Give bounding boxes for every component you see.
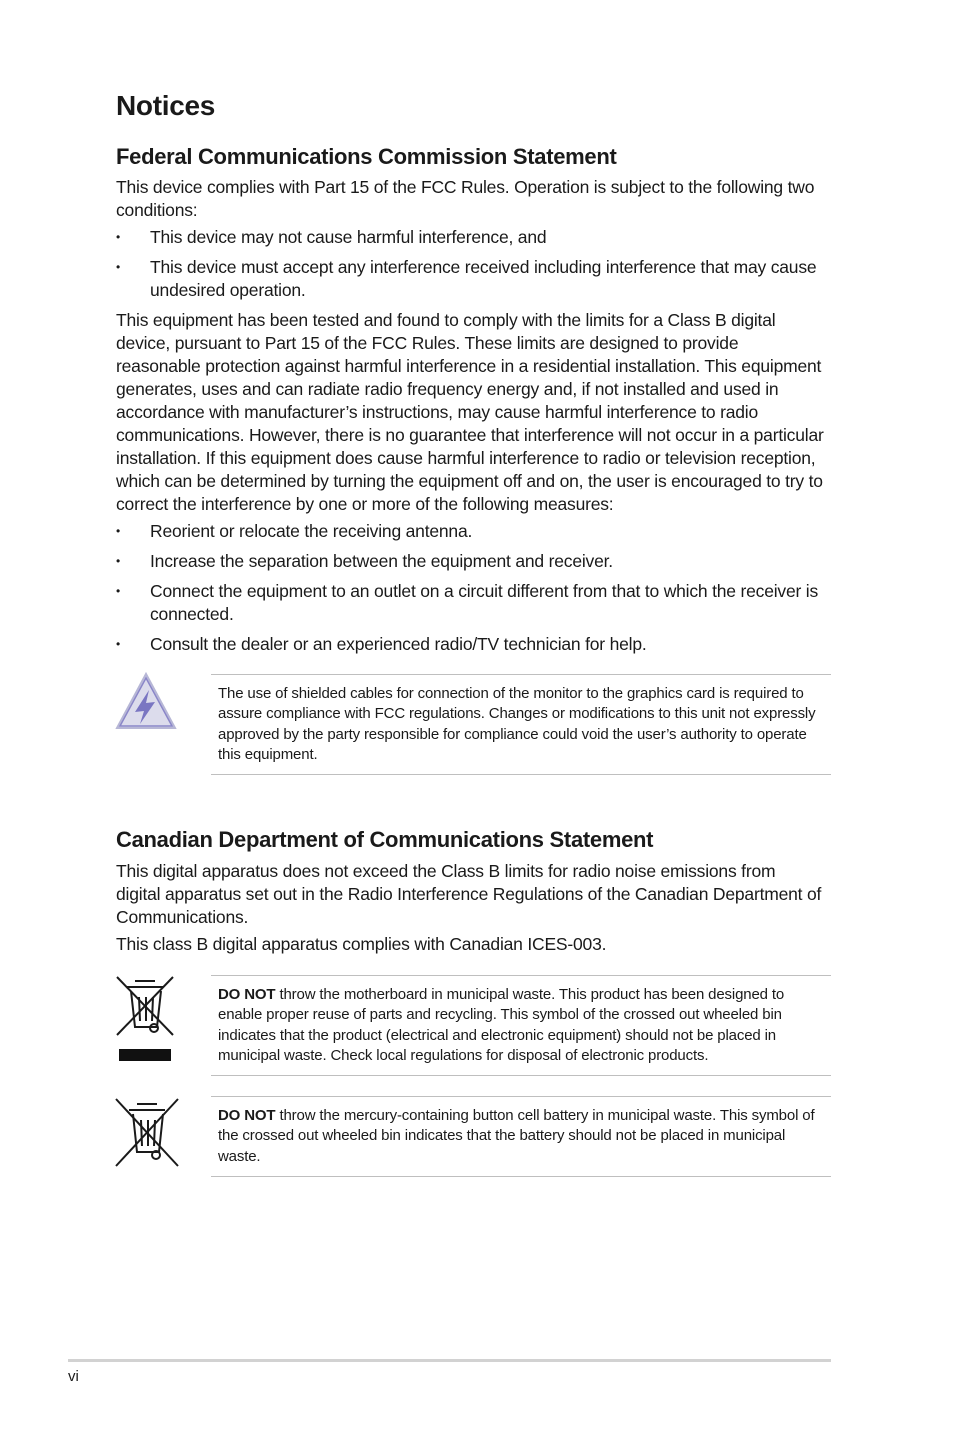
- crossed-out-wheeled-bin-icon: [113, 973, 177, 1065]
- list-item-text: This device may not cause harmful interference, and: [150, 227, 547, 247]
- list-item: [116, 226, 836, 249]
- list-item-text: Consult the dealer or an experienced radio/TV technician for help.: [150, 634, 647, 654]
- crossed-out-battery-bin-icon: [113, 1096, 181, 1170]
- bullet-dot: •: [116, 260, 121, 274]
- bullet-dot: •: [116, 524, 121, 538]
- fcc-body: This equipment has been tested and found to comply with the limits for a Class B digital device, pursuant to Part 15 of the FCC Rules. These limits are designed to provide reasonable protection against harmful interference in a residential installation. This equipment generates, uses and can radiate radio frequency energy and, if not installed and used in accordance with manufacturer’s instructions, may cause harmful interference to radio communications. However, there is no guarantee that interference will not occur in a particular installation. If this equipment does cause harmful interference to radio or television reception, which can be determined by turning the equipment off and on, the user is encouraged to try to correct the interference by one or more of the following measures:: [116, 310, 824, 514]
- canada-para-1: This digital apparatus does not exceed the Class B limits for radio noise emissions from digital apparatus set out in the Radio Interference Regulations of the Canadian Department of Communications.: [116, 861, 822, 927]
- weee-notice-text: [218, 985, 828, 1066]
- list-item: [116, 520, 836, 543]
- list-item: [116, 633, 836, 656]
- fcc-warning-text: The use of shielded cables for connection of the monitor to the graphics card is required to assure compliance with FCC regulations. Changes or modifications to this unit not expressly approved by the party responsible for compliance could void the user’s authority to operate this equipment.: [218, 685, 816, 763]
- canada-para-2: This class B digital apparatus complies with Canadian ICES-003.: [116, 934, 607, 954]
- bullet-dot: •: [116, 554, 121, 568]
- weee-notice-body: throw the motherboard in municipal waste. This product has been designed to enable proper reuse of parts and recycling. This symbol of the crossed out wheeled bin indicates that the product (electrical and electronic equipment) should not be placed in municipal waste. Check local regulations for disposal of electronic products.: [218, 986, 785, 1064]
- battery-notice-text: [218, 1106, 828, 1167]
- canada-heading: Canadian Department of Communications Statement: [116, 827, 654, 852]
- do-not-label: DO NOT: [218, 1107, 276, 1124]
- fcc-intro: This device complies with Part 15 of the FCC Rules. Operation is subject to the following two conditions:: [116, 177, 815, 220]
- battery-notice-body: throw the mercury-containing button cell battery in municipal waste. This symbol of the crossed out wheeled bin indicates that the battery should not be placed in municipal waste.: [218, 1107, 815, 1165]
- page-title: Notices: [116, 90, 216, 121]
- list-item-text: Connect the equipment to an outlet on a circuit different from that to which the receiver is connected.: [150, 581, 819, 624]
- list-item-text: This device must accept any interference received including interference that may cause undesired operation.: [150, 257, 817, 300]
- bullet-dot: •: [116, 637, 121, 651]
- list-item-text: Increase the separation between the equipment and receiver.: [150, 551, 613, 571]
- list-item: [116, 580, 836, 626]
- footer-rule: [68, 1359, 831, 1362]
- page-number: vi: [68, 1368, 79, 1385]
- lightning-warning-icon: [113, 670, 179, 734]
- list-item-text: Reorient or relocate the receiving antenna.: [150, 521, 473, 541]
- do-not-label: DO NOT: [218, 986, 276, 1003]
- list-item: [116, 256, 836, 302]
- bullet-dot: •: [116, 584, 121, 598]
- list-item: [116, 550, 836, 573]
- bullet-dot: •: [116, 230, 121, 244]
- fcc-heading: Federal Communications Commission Statement: [116, 144, 617, 169]
